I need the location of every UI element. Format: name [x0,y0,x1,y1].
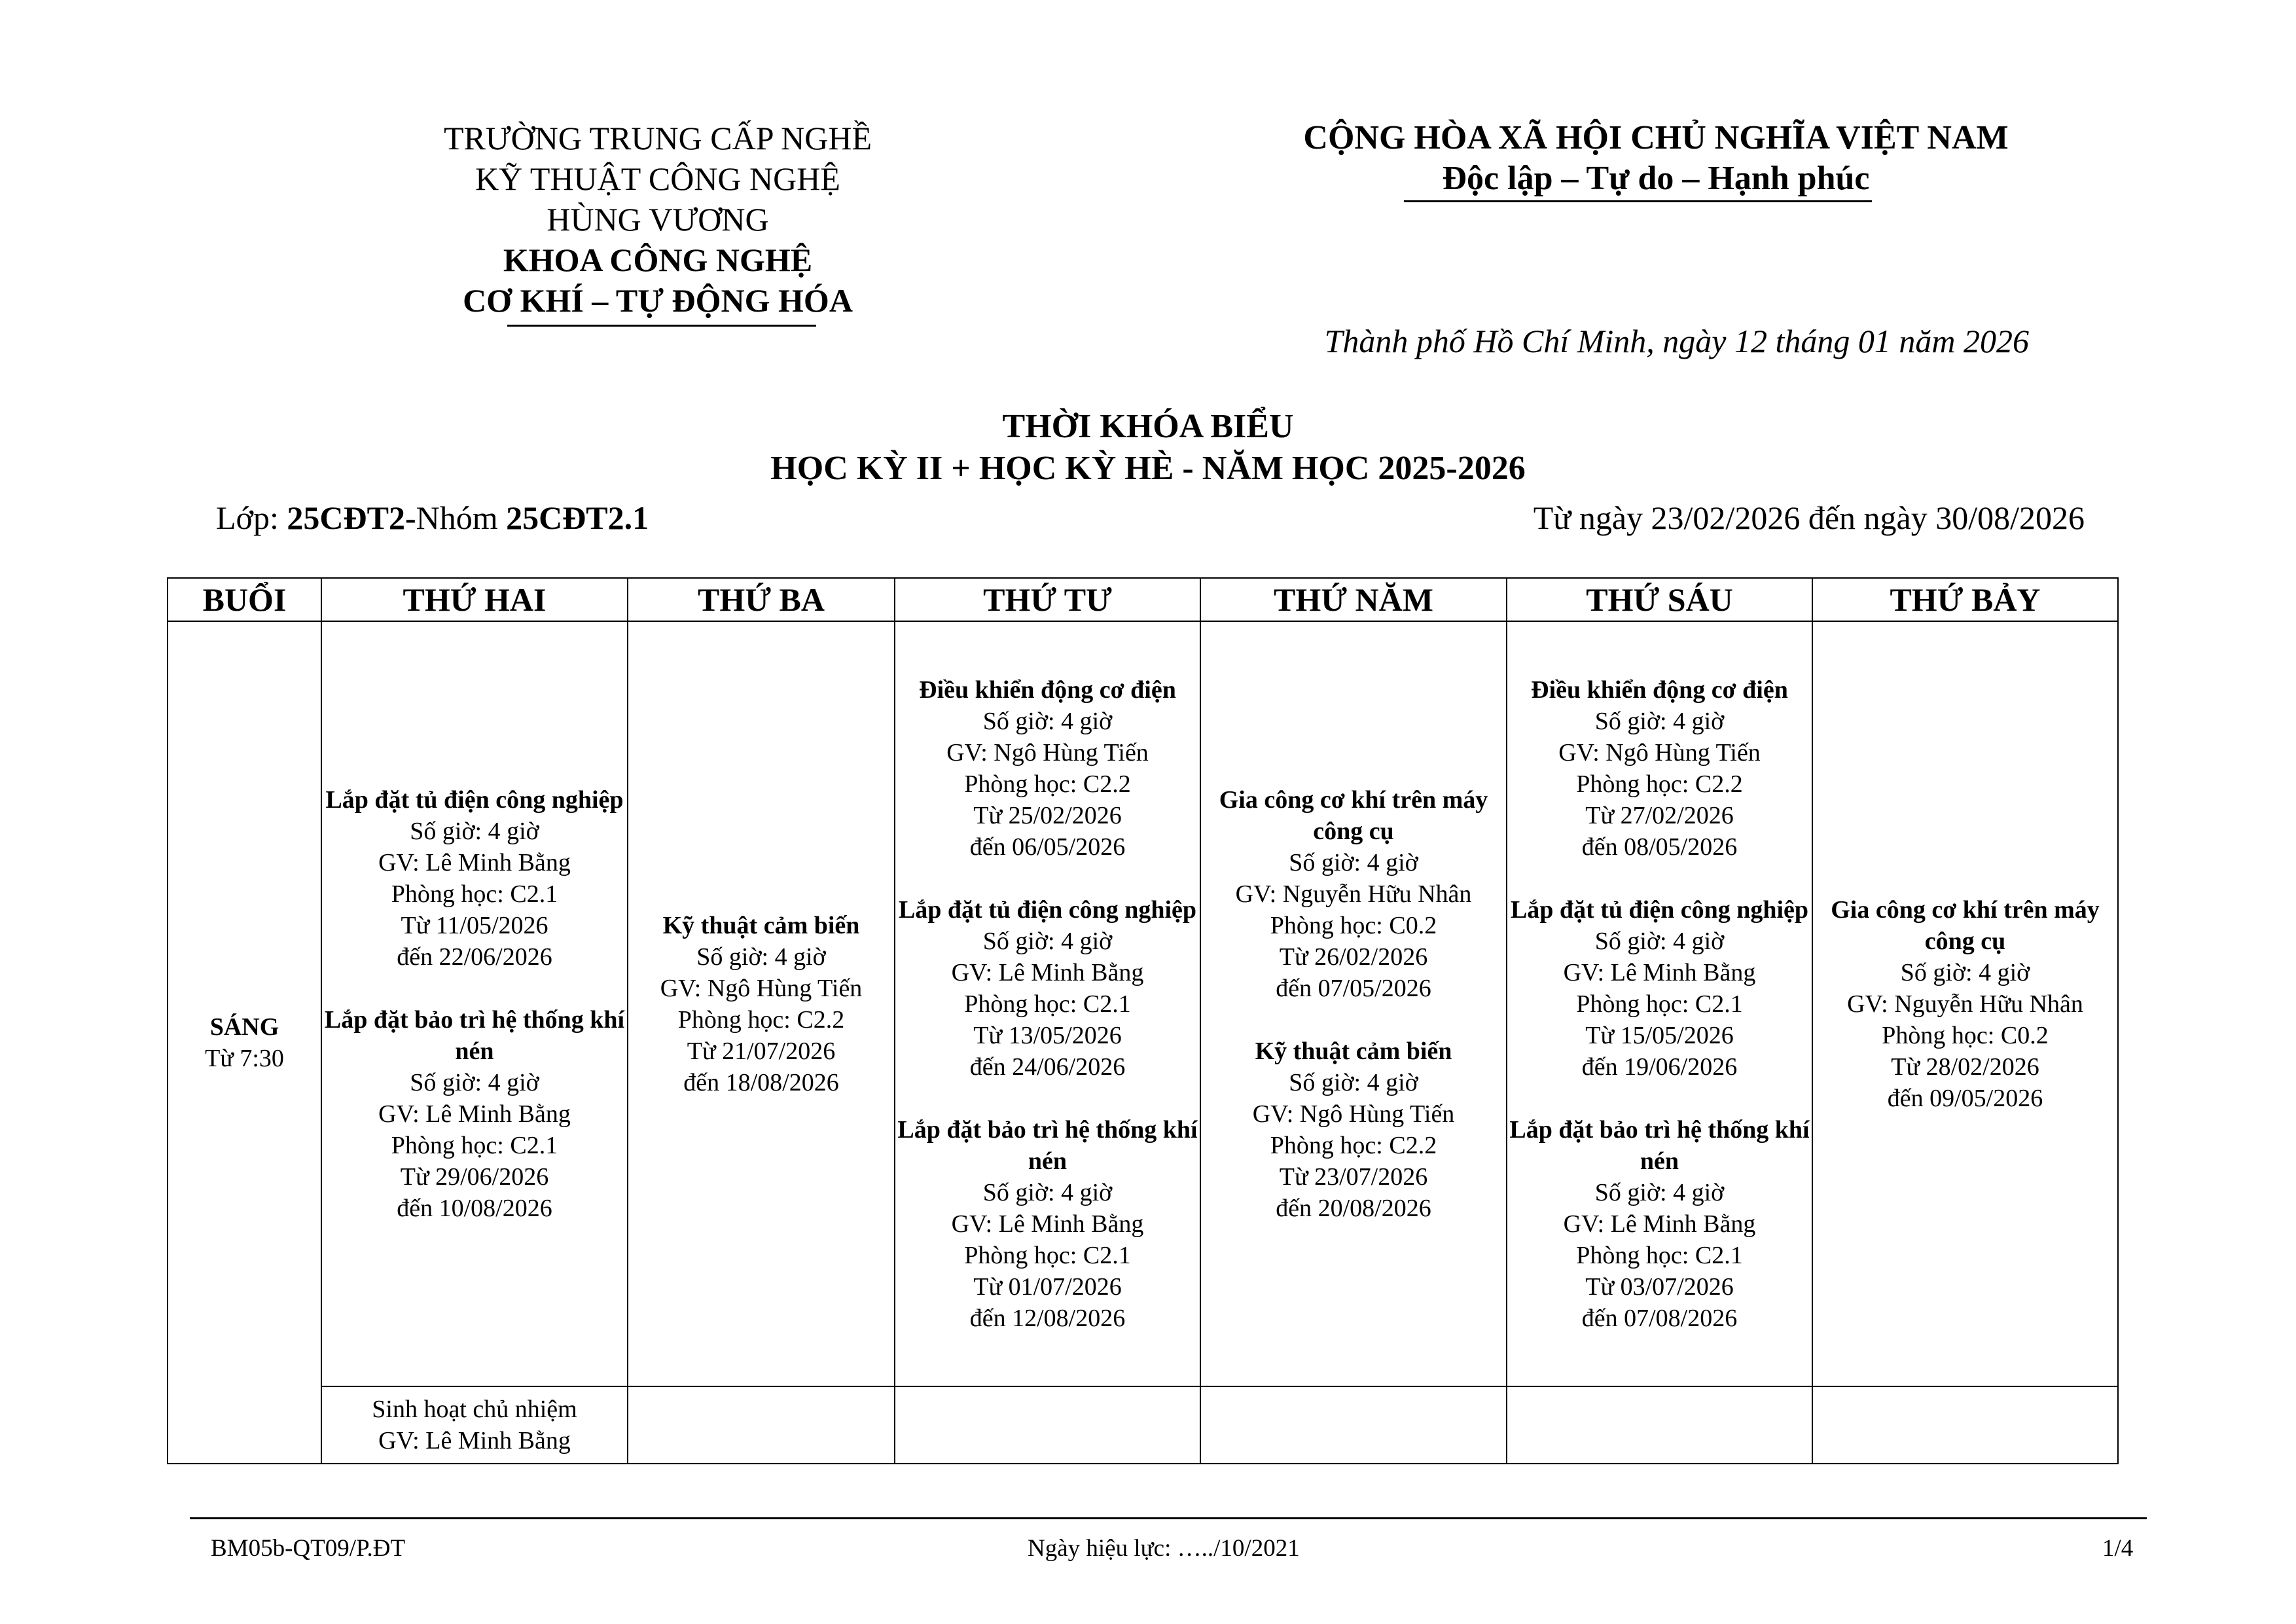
course-detail: Số giờ: 4 giờ [982,1178,1113,1206]
course-detail: Từ 03/07/2026 [1585,1272,1734,1301]
course-detail: GV: Ngô Hùng Tiến [1558,738,1761,767]
course-detail: Phòng học: C2.1 [964,990,1131,1018]
course-detail: GV: Lê Minh Bằng [1563,958,1756,986]
school-name-line-1: TRƯỜNG TRUNG CẤP NGHỀ [443,120,872,156]
school-name-line-2: KỸ THUẬT CÔNG NGHỆ [475,160,840,197]
course-detail: Số giờ: 4 giờ [696,943,826,971]
course-detail: Số giờ: 4 giờ [410,817,539,845]
friday-cell [1507,621,1812,1386]
header-monday: THỨ HAI [321,578,628,621]
course-detail: GV: Ngô Hùng Tiến [946,738,1149,767]
course-block [322,1004,627,1224]
nation-header [1230,118,2081,199]
course-detail: Từ 01/07/2026 [973,1272,1122,1301]
empty-cell [895,1386,1200,1464]
course-detail: Phòng học: C2.1 [1576,1241,1743,1269]
empty-cell [1812,1386,2118,1464]
course-detail: Phòng học: C2.2 [1270,1131,1437,1159]
course-detail: đến 24/06/2026 [969,1053,1126,1081]
course-block [628,910,894,1098]
monday-cell [321,621,628,1386]
course-detail: Số giờ: 4 giờ [1900,958,2030,986]
header-saturday: THỨ BẢY [1812,578,2118,621]
class-code: 25CĐT2- [287,499,416,536]
session-time: Từ 7:30 [205,1044,284,1072]
thursday-cell [1200,621,1507,1386]
motto-underline [1404,200,1872,202]
course-block [895,1114,1200,1334]
nation-name: CỘNG HÒA XÃ HỘI CHỦ NGHĨA VIỆT NAM [1303,119,2009,156]
header-wednesday: THỨ TƯ [895,578,1200,621]
table-row [168,621,2118,1386]
session-cell [168,621,321,1464]
course-detail: đến 07/08/2026 [1581,1304,1738,1332]
course-detail: Số giờ: 4 giờ [1594,707,1725,735]
title-line-2: HỌC KỲ II + HỌC KỲ HÈ - NĂM HỌC 2025-2026 [770,450,1526,487]
course-detail: GV: Nguyễn Hữu Nhân [1235,880,1472,908]
course-name: Kỹ thuật cảm biến [662,911,860,939]
course-detail: đến 22/06/2026 [397,943,552,971]
tuesday-cell [628,621,895,1386]
course-block [1201,1036,1506,1224]
course-name: Lắp đặt tủ điện công nghiệp [898,895,1197,924]
course-detail: Từ 23/07/2026 [1279,1163,1428,1191]
course-detail: Phòng học: C2.1 [1576,990,1743,1018]
course-detail: Phòng học: C2.1 [964,1241,1131,1269]
course-detail: GV: Lê Minh Bằng [951,958,1144,986]
header-session: BUỔI [168,578,321,621]
course-detail: Từ 21/07/2026 [687,1037,836,1065]
group-label: Nhóm [416,499,507,536]
course-detail: Từ 25/02/2026 [973,801,1122,829]
effective-date: Ngày hiệu lực: …../10/2021 [1028,1535,1300,1562]
course-detail: Số giờ: 4 giờ [1594,927,1725,955]
course-detail: đến 12/08/2026 [969,1304,1126,1332]
course-name: Lắp đặt tủ điện công nghiệp [1510,895,1809,924]
course-detail: Từ 13/05/2026 [973,1021,1122,1049]
footer-rule [190,1517,2147,1519]
document-title [0,406,2296,490]
course-detail: GV: Nguyễn Hữu Nhân [1847,990,2083,1018]
course-detail: Phòng học: C0.2 [1882,1021,2049,1049]
department-line-1: KHOA CÔNG NGHỆ [503,242,813,278]
empty-cell [1200,1386,1507,1464]
course-detail: Phòng học: C2.1 [391,1131,558,1159]
course-detail: đến 18/08/2026 [683,1068,839,1096]
course-detail: Số giờ: 4 giờ [410,1068,539,1096]
course-detail: GV: Ngô Hùng Tiến [1252,1100,1455,1128]
course-detail: Số giờ: 4 giờ [982,707,1113,735]
session-name: SÁNG [209,1013,279,1041]
department-underline [507,325,816,327]
saturday-cell [1812,621,2118,1386]
course-detail: GV: Lê Minh Bằng [951,1210,1144,1238]
course-block [1507,1114,1812,1334]
course-detail: Số giờ: 4 giờ [1289,848,1418,876]
table-row [168,1386,2118,1464]
course-detail: GV: Ngô Hùng Tiến [660,974,863,1002]
class-label: Lớp: [216,499,287,536]
class-info [216,499,649,537]
course-block [895,674,1200,863]
course-block [1813,894,2117,1114]
course-detail: đến 06/05/2026 [969,833,1126,861]
course-detail: đến 10/08/2026 [397,1194,552,1222]
course-detail: Số giờ: 4 giờ [1594,1178,1725,1206]
course-detail: Số giờ: 4 giờ [1289,1068,1418,1096]
course-detail: GV: Lê Minh Bằng [378,848,571,876]
school-header [363,118,952,321]
course-name: Lắp đặt bảo trì hệ thống khí nén [1509,1115,1810,1175]
course-name: Kỹ thuật cảm biến [1255,1037,1452,1065]
place-date-line: Thành phố Hồ Chí Minh, ngày 12 tháng 01 năm 2026 [1324,323,2029,359]
course-name: Lắp đặt tủ điện công nghiệp [325,785,624,814]
course-block [322,784,627,973]
table-header-row [168,578,2118,621]
course-block [895,894,1200,1083]
course-name: Gia công cơ khí trên máy công cụ [1831,895,2100,955]
page-number: 1/4 [2102,1535,2134,1562]
group-code: 25CĐT2.1 [506,499,649,536]
course-block [1507,674,1812,863]
course-detail: đến 08/05/2026 [1581,833,1738,861]
header-friday: THỨ SÁU [1507,578,1812,621]
national-motto: Độc lập – Tự do – Hạnh phúc [1442,160,1870,197]
course-detail: Phòng học: C0.2 [1270,911,1437,939]
course-detail: Phòng học: C2.2 [1576,770,1743,798]
schedule-period: Từ ngày 23/02/2026 đến ngày 30/08/2026 [1533,499,2085,536]
timetable [167,577,2119,1464]
course-detail: đến 07/05/2026 [1276,974,1431,1002]
course-detail: Số giờ: 4 giờ [982,927,1113,955]
course-name: Điều khiển động cơ điện [1531,676,1788,704]
header-tuesday: THỨ BA [628,578,895,621]
form-code: BM05b-QT09/P.ĐT [211,1535,406,1562]
department-line-2: CƠ KHÍ – TỰ ĐỘNG HÓA [463,282,853,319]
header-thursday: THỨ NĂM [1200,578,1507,621]
course-block [1201,784,1506,1004]
course-detail: Từ 11/05/2026 [401,911,548,939]
course-name: Điều khiển động cơ điện [919,676,1176,704]
course-detail: đến 19/06/2026 [1581,1053,1738,1081]
course-detail: Từ 28/02/2026 [1891,1053,2039,1081]
course-detail: Từ 15/05/2026 [1585,1021,1734,1049]
course-detail: Từ 29/06/2026 [400,1163,549,1191]
course-detail: đến 09/05/2026 [1887,1084,2043,1112]
homeroom-cell [321,1386,628,1464]
course-detail: đến 20/08/2026 [1276,1194,1431,1222]
course-detail: Phòng học: C2.2 [964,770,1131,798]
course-name: Lắp đặt bảo trì hệ thống khí nén [324,1005,625,1065]
course-block [1507,894,1812,1083]
course-detail: GV: Lê Minh Bằng [378,1100,571,1128]
course-detail: Từ 26/02/2026 [1279,943,1428,971]
empty-cell [628,1386,895,1464]
title-line-1: THỜI KHÓA BIỂU [1002,408,1294,445]
empty-cell [1507,1386,1812,1464]
course-detail: Từ 27/02/2026 [1585,801,1734,829]
course-detail: GV: Lê Minh Bằng [1563,1210,1756,1238]
course-detail: Phòng học: C2.2 [677,1005,845,1034]
course-name: Lắp đặt bảo trì hệ thống khí nén [897,1115,1198,1175]
homeroom-teacher: GV: Lê Minh Bằng [378,1427,571,1454]
school-name-line-3: HÙNG VƯƠNG [547,201,769,238]
wednesday-cell [895,621,1200,1386]
course-detail: Phòng học: C2.1 [391,880,558,908]
course-name: Gia công cơ khí trên máy công cụ [1219,785,1488,845]
homeroom-activity: Sinh hoạt chủ nhiệm [372,1396,577,1423]
